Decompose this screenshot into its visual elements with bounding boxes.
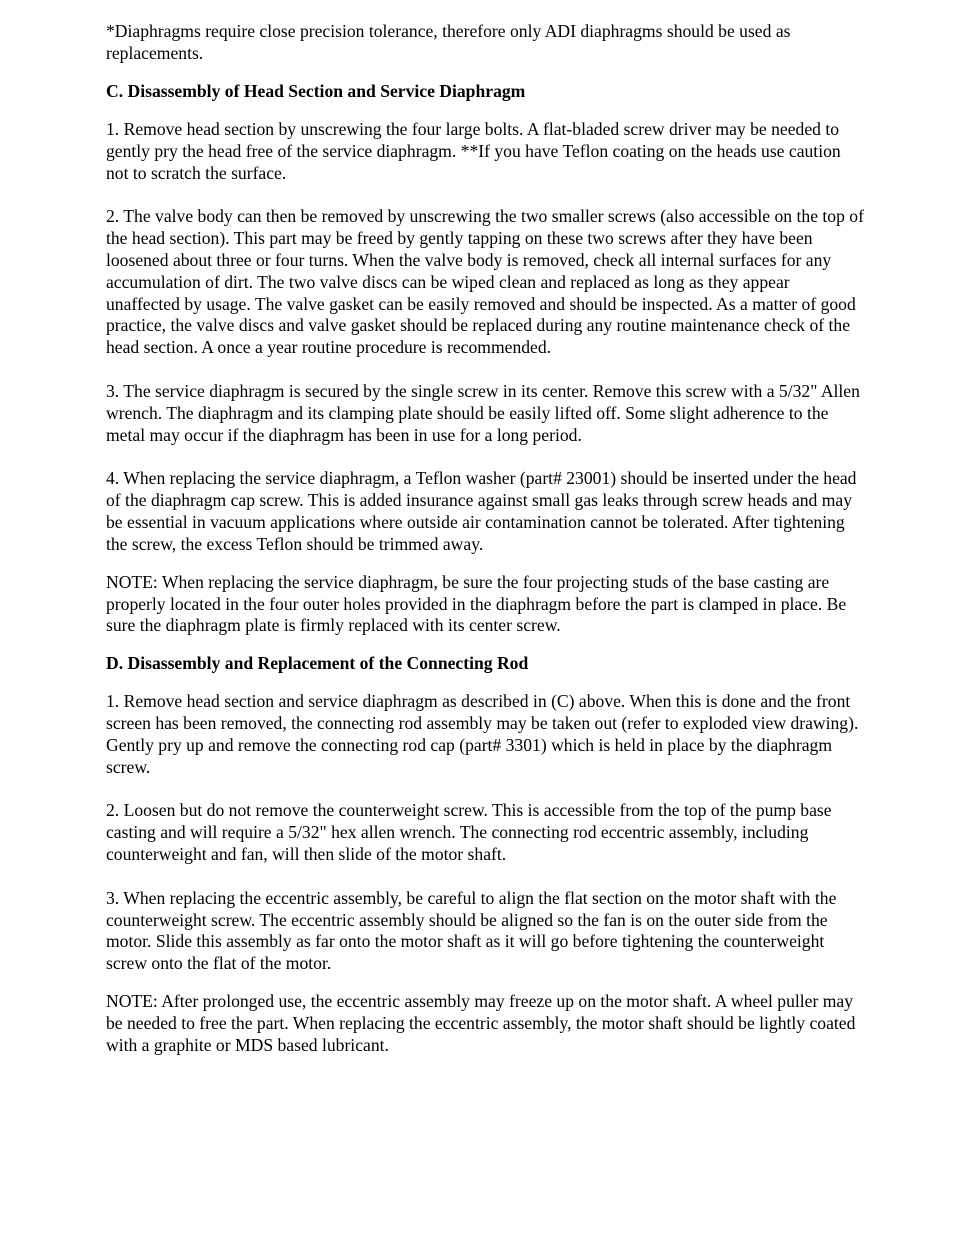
section-c-step-2: 2. The valve body can then be removed by unscrewing the two smaller screws (also accessible on the top of the head section). This part may be freed by gently tapping on these two screws after they have been loosened about three or four turns. When the valve body is removed, check all internal surfaces for any accumulation of dirt. The two valve discs can be wiped clean and replaced as long as they appear unaffected by usage. The valve gasket can be easily removed and should be inspected. As a matter of good practice, the valve discs and valve gasket should be replaced during any routine maintenance check of the head section. A once a year routine procedure is recommended.: [106, 205, 864, 358]
section-d-note: NOTE: After prolonged use, the eccentric assembly may freeze up on the motor shaft. A wheel puller may be needed to free the part. When replacing the eccentric assembly, the motor shaft should be lightly coated with a graphite or MDS based lubricant.: [106, 991, 856, 1056]
section-c-step-4: 4. When replacing the service diaphragm, a Teflon washer (part# 23001) should be inserted under the head of the diaphragm cap screw. This is added insurance against small gas leaks through screw heads and may be essential in vacuum applications where outside air contamination cannot be tolerated. After tightening the screw, the excess Teflon should be trimmed away.: [106, 468, 857, 554]
footnote: *Diaphragms require close precision tolerance, therefore only ADI diaphragms should be used as replacements.: [106, 21, 791, 63]
section-d-step-1: 1. Remove head section and service diaphragm as described in (C) above. When this is done and the front screen has been removed, the connecting rod assembly may be taken out (refer to exploded view drawing). Gently pry up and remove the connecting rod cap (part# 3301) which is held in place by the diaphragm screw.: [106, 691, 859, 777]
section-d-step-3: 3. When replacing the eccentric assembly, be careful to align the flat section on the motor shaft with the counterweight screw. The eccentric assembly should be aligned so the fan is on the outer side from the motor. Slide this assembly as far onto the motor shaft as it will go before tightening the counterweight screw onto the flat of the motor.: [106, 887, 837, 974]
section-c-step-1: 1. Remove head section by unscrewing the four large bolts. A flat-bladed screw driver may be needed to gently pry the head free of the service diaphragm. **If you have Teflon coating on the heads use caution not to scratch the surface.: [106, 118, 841, 183]
section-c-note: NOTE: When replacing the service diaphragm, be sure the four projecting studs of the base casting are properly located in the four outer holes provided in the diaphragm before the part is clamped in place. Be sure the diaphragm plate is firmly replaced with its center screw.: [106, 571, 847, 636]
section-d-step-2: 2. Loosen but do not remove the counterweight screw. This is accessible from the top of the pump base casting and will require a 5/32" hex allen wrench. The connecting rod eccentric assembly, including counterweight and fan, will then slide of the motor shaft.: [106, 800, 832, 865]
document-page: [106, 21, 866, 1057]
section-c-heading: C. Disassembly of Head Section and Service Diaphragm: [106, 80, 526, 101]
section-d-heading: D. Disassembly and Replacement of the Connecting Rod: [106, 653, 529, 674]
section-c-step-3: 3. The service diaphragm is secured by the single screw in its center. Remove this screw with a 5/32" Allen wrench. The diaphragm and its clamping plate should be easily lifted off. Some slight adherence to the metal may occur if the diaphragm has been in use for a long period.: [106, 380, 860, 445]
